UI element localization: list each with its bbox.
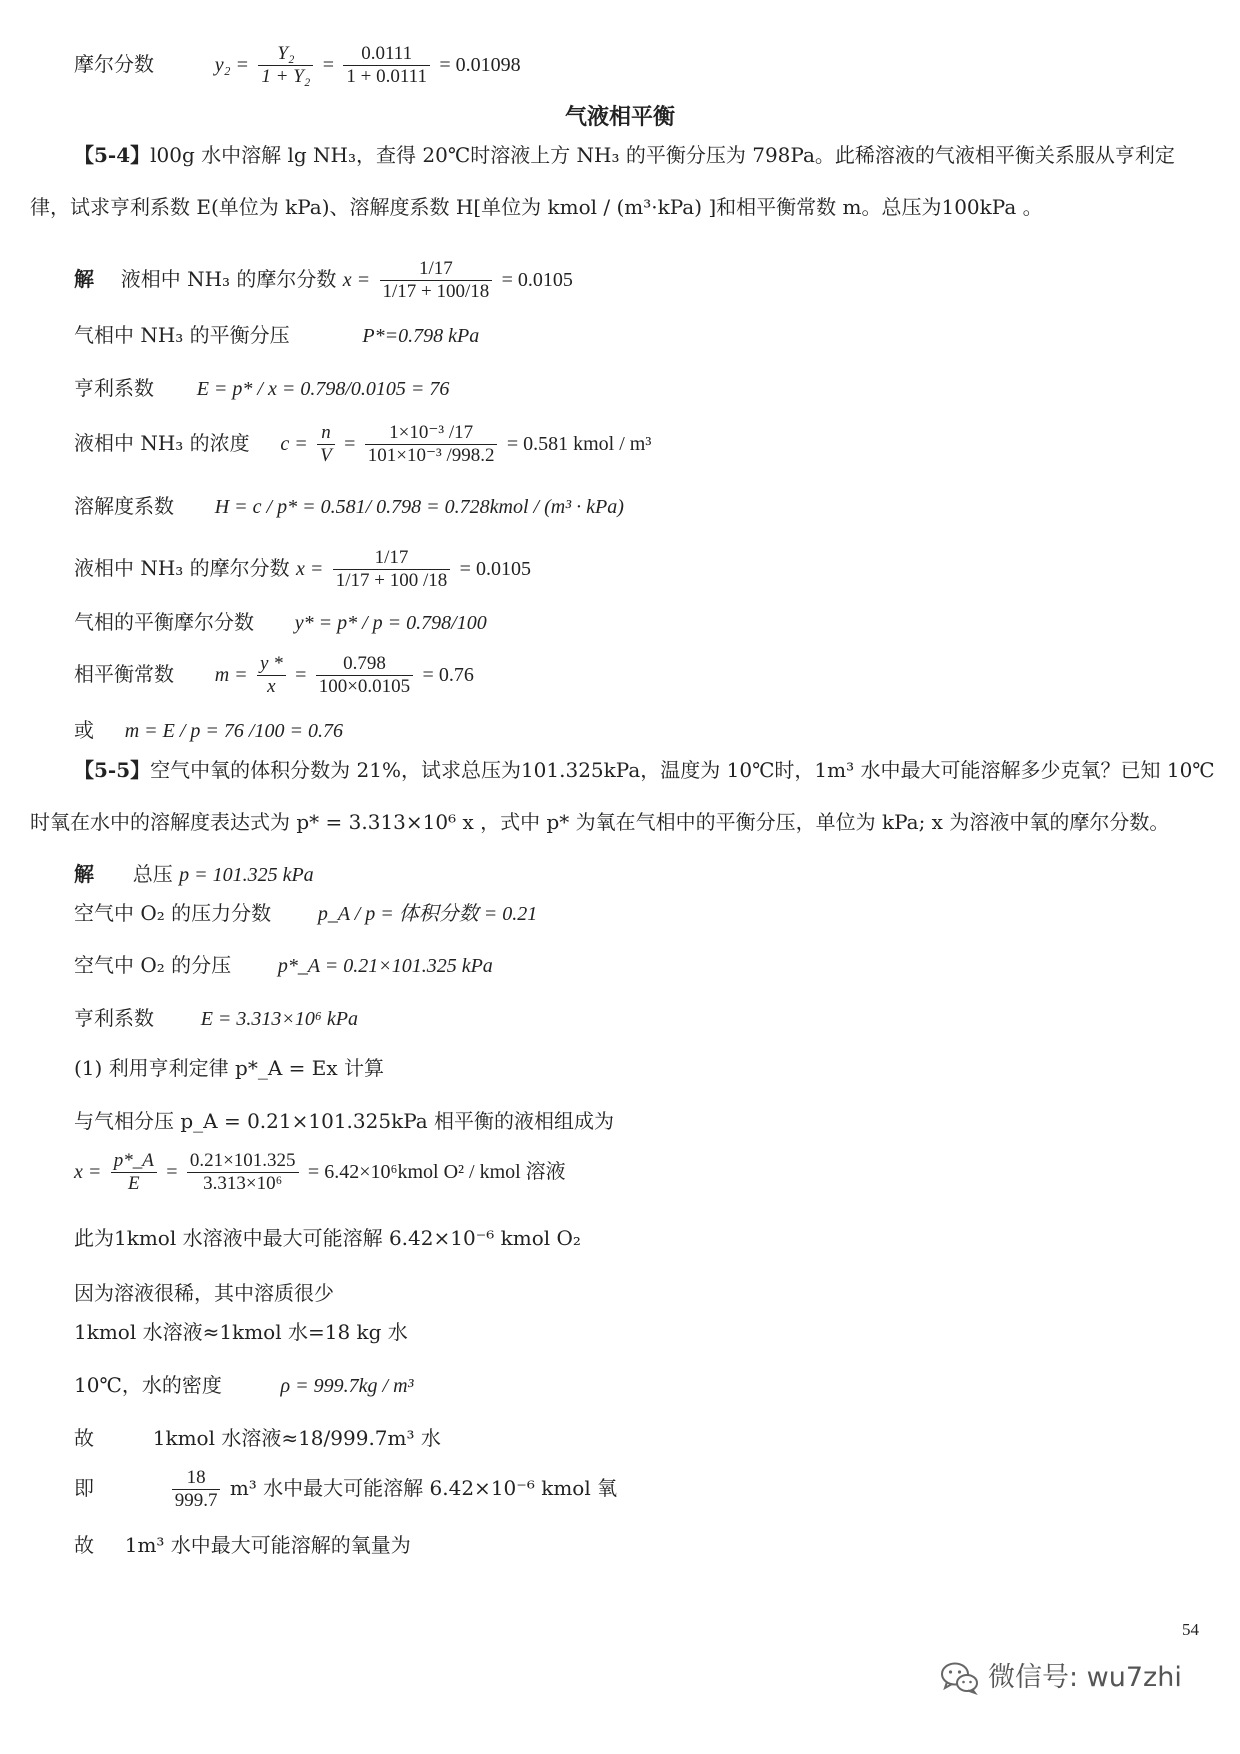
page-number: 54: [1182, 1620, 1199, 1639]
sol55-r7-result: = 6.42×10⁶kmol O² / kmol 溶液: [307, 1160, 566, 1183]
sol54-r8-lhs: m =: [214, 663, 248, 686]
sol55-r2-label: 空气中 O₂ 的压力分数: [74, 901, 272, 925]
sol54-row7: [74, 610, 487, 635]
sol55-row6: 与气相分压 p_A = 0.21×101.325kPa 相平衡的液相组成为: [74, 1109, 615, 1133]
sol54-r1-lhs: x =: [342, 268, 371, 291]
sol54-r6-result: = 0.0105: [459, 557, 531, 580]
sol54-row5: [74, 494, 624, 519]
top-fraction-1: $\frac{\text{Y₂}}{\text{1 + Y₂}}$: [258, 43, 313, 88]
sol55-r4-label: 亨利系数: [74, 1006, 154, 1030]
sol55-r13-label: 即: [74, 1475, 94, 1500]
top-line: 摩尔分数 y₂ = $\frac{\text{Y₂}}{\text{1 + Y₂}}$ = $\frac{0.0111}{1 + 0.0111}$ = 0.01098: [74, 43, 521, 87]
problem-5-4-line2: 律，试求亨利系数 E(单位为 kPa)、溶解度系数 H[单位为 kmol / (m³·kPa) ]和相平衡常数 m。总压为100kPa 。: [30, 195, 1043, 219]
sol55-r12-expr: 1kmol 水溶液≈18/999.7m³ 水: [152, 1426, 441, 1450]
sol54-row1: [74, 258, 573, 303]
sol55-r7-lhs: x =: [74, 1160, 102, 1183]
sol55-row1: [74, 862, 314, 887]
sol55-row2: [74, 901, 537, 926]
sol54-r1-fraction: $\frac{1/17}{1/17 + 100/18}$: [380, 258, 493, 303]
sol54-row6: [74, 547, 531, 592]
sol54-r6-label: 液相中 NH₃ 的摩尔分数: [74, 555, 290, 580]
sol54-r2-label: 气相中 NH₃ 的平衡分压: [74, 323, 290, 347]
sol54-r8-result: = 0.76: [422, 663, 474, 686]
sol55-r14-expr: 1m³ 水中最大可能溶解的氧量为: [124, 1533, 411, 1557]
sol55-jie: 解: [74, 862, 94, 886]
sol54-r7-label: 气相的平衡摩尔分数: [74, 610, 254, 634]
top-label: 摩尔分数: [74, 51, 154, 76]
top-fraction-2: $\frac{0.0111}{1 + 0.0111}$: [343, 43, 430, 88]
sol55-row9: 因为溶液很稀，其中溶质很少: [74, 1281, 334, 1305]
sol55-row10: 1kmol 水溶液≈1kmol 水=18 kg 水: [74, 1320, 408, 1344]
problem-5-4-line1: [74, 143, 1175, 167]
sol54-r5-expr: H = c / p* = 0.581/ 0.798 = 0.728kmol / (m³ · kPa): [214, 496, 624, 518]
problem-5-5-line1: [74, 758, 1215, 782]
sol55-row7: x = $\frac{p*\_A}{E}$ = $\frac{0.21\times 101.325}{\text{3.313×10⁶}}$ = 6.42×10⁶kmol O² / kmol 溶液: [74, 1150, 566, 1194]
sol54-r4-label: 液相中 NH₃ 的浓度: [74, 430, 250, 455]
sol54-row8: 相平衡常数 m = $\frac{y *}{x}$ = $\frac{0.798}{100\times 0.0105}$ = 0.76: [74, 653, 474, 697]
sol55-r3-expr: p*_A = 0.21×101.325 kPa: [277, 955, 493, 977]
sol54-r9-expr: m = E / p = 76 /100 = 0.76: [124, 720, 343, 742]
sol54-r5-label: 溶解度系数: [74, 494, 174, 518]
problem-5-4-text1: l00g 水中溶解 lg NH₃，查得 20℃时溶液上方 NH₃ 的平衡分压为 798Pa。此稀溶液的气液相平衡关系服从亨利定: [150, 143, 1175, 167]
sol55-r2-expr: p_A / p = 体积分数 = 0.21: [317, 903, 538, 925]
sol55-row12: [74, 1426, 441, 1450]
sol54-r7-expr: y* = p* / p = 0.798/100: [294, 612, 487, 634]
wechat-watermark: [940, 1661, 1182, 1695]
sol54-r2-expr: P*=0.798 kPa: [362, 325, 480, 347]
sol55-r1-expr: p = 101.325 kPa: [179, 864, 314, 886]
sol54-r4-fraction-1: $\frac{n}{V}$: [317, 422, 335, 467]
sol54-r6-fraction: $\frac{1/17}{1/17 + 100 /18}$: [333, 547, 451, 592]
sol55-r14-label: 故: [74, 1533, 94, 1557]
sol55-row11: [74, 1373, 414, 1398]
sol55-row13: [74, 1467, 617, 1512]
sol54-r8-fraction-2: $\frac{0.798}{100\times 0.0105}$: [316, 653, 413, 698]
sol54-r3-expr: E = p* / x = 0.798/0.0105 = 76: [196, 378, 450, 400]
top-result: = 0.01098: [439, 53, 521, 76]
sol55-row5: (1) 利用亨利定律 p*_A = Ex 计算: [74, 1056, 384, 1080]
sol54-r6-lhs: x =: [296, 557, 324, 580]
sol54-r4-result: = 0.581 kmol / m³: [506, 432, 652, 455]
wechat-icon: [940, 1661, 980, 1695]
sol55-r1-label: 总压: [132, 862, 173, 886]
sol55-r13-fraction: $\frac{18}{999.7}$: [172, 1467, 221, 1512]
sol54-r1-result: = 0.0105: [501, 268, 573, 291]
sol55-r3-label: 空气中 O₂ 的分压: [74, 953, 232, 977]
sol55-r11-label: 10℃，水的密度: [74, 1373, 222, 1397]
sol54-row3: [74, 376, 449, 401]
sol54-row9: [74, 718, 343, 743]
sol54-r4-lhs: c =: [280, 432, 308, 455]
sol55-row14: [74, 1533, 411, 1557]
problem-5-4-number: 【5-4】: [74, 143, 151, 167]
sol55-r11-expr: ρ = 999.7kg / m³: [280, 1375, 414, 1397]
watermark-text: 微信号: wu7zhi: [988, 1661, 1182, 1693]
sol55-r4-expr: E = 3.313×10⁶ kPa: [200, 1008, 358, 1030]
problem-5-5-line2: 时氧在水中的溶解度表达式为 p* = 3.313×10⁶ x ，式中 p* 为氧在气相中的平衡分压，单位为 kPa; x 为溶液中氧的摩尔分数。: [30, 810, 1170, 834]
sol55-row4: [74, 1006, 358, 1031]
problem-5-5-number: 【5-5】: [74, 758, 151, 782]
sol54-r8-label: 相平衡常数: [74, 661, 174, 686]
sol55-row8: 此为1kmol 水溶液中最大可能溶解 6.42×10⁻⁶ kmol O₂: [74, 1226, 581, 1250]
sol54-r1-label: 液相中 NH₃ 的摩尔分数: [120, 266, 337, 291]
problem-5-5-text1: 空气中氧的体积分数为 21%，试求总压为101.325kPa，温度为 10℃时，1m³ 水中最大可能溶解多少克氧？已知 10℃: [150, 758, 1215, 782]
sol55-r7-fraction-2: $\frac{0.21\times 101.325}{\text{3.313×10⁶}}$: [187, 1150, 299, 1195]
top-lhs: y₂ =: [214, 53, 250, 76]
sol54-jie: 解: [74, 266, 94, 291]
sol54-r3-label: 亨利系数: [74, 376, 154, 400]
sol54-r8-fraction-1: $\frac{y *}{x}$: [257, 653, 286, 698]
sol54-row2: [74, 323, 479, 348]
sol55-row3: [74, 953, 493, 978]
sol54-r4-fraction-2: $\frac{\text{1×10⁻³ /17}}{\text{101×10⁻³ /998.2}}$: [365, 422, 498, 467]
section-title: 气液相平衡: [564, 104, 675, 130]
sol55-r12-label: 故: [74, 1426, 94, 1450]
sol54-r9-label: 或: [74, 718, 94, 742]
sol55-r7-fraction-1: $\frac{p*\_A}{E}$: [111, 1150, 157, 1195]
sol54-row4: 液相中 NH₃ 的浓度 c = $\frac{n}{V}$ = $\frac{\text{1×10⁻³ /17}}{\text{101×10⁻³ /998.2}}$ = 0.581 kmol / m³: [74, 422, 652, 466]
sol55-r13-rest: m³ 水中最大可能溶解 6.42×10⁻⁶ kmol 氧: [229, 1475, 618, 1500]
